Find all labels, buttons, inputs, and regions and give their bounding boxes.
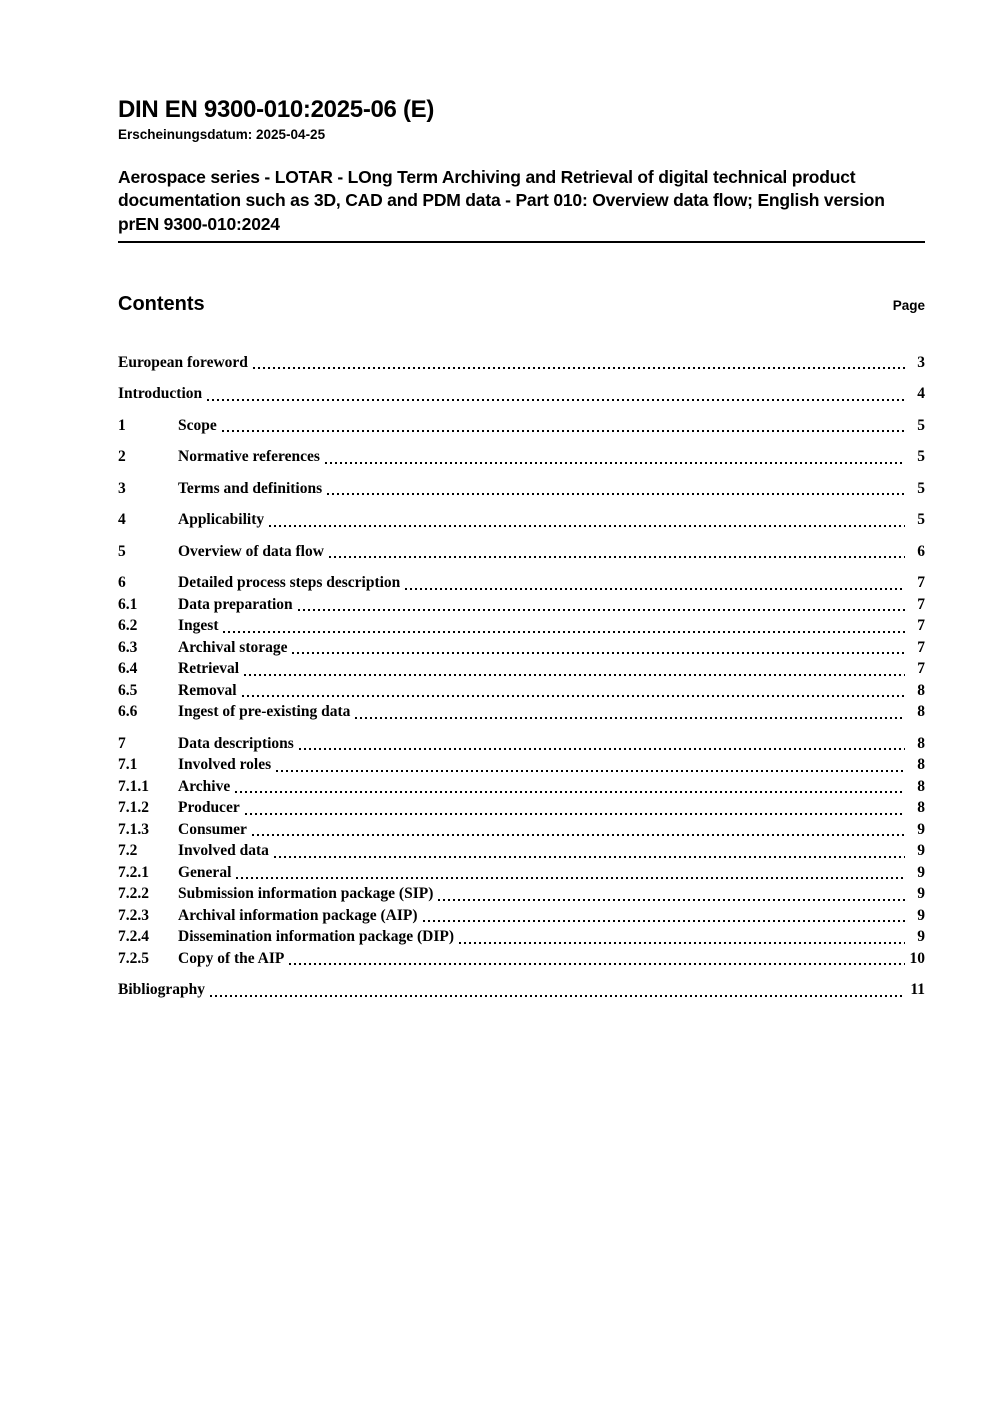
toc-entry-label: General (178, 863, 232, 881)
toc-entry-number: 6.2 (118, 617, 138, 635)
dot-leader (242, 695, 905, 697)
toc-entry-number: 7.1 (118, 756, 138, 774)
toc-entry-number: 6.3 (118, 638, 138, 656)
toc-entry (118, 615, 925, 637)
dot-leader (289, 963, 905, 965)
toc-page-number: 5 (917, 511, 925, 529)
dot-leader (292, 652, 905, 654)
toc-entry-label: Consumer (178, 820, 247, 838)
toc-entry-number: 6.6 (118, 703, 138, 721)
toc-entry-number: 7.1.2 (118, 799, 149, 817)
toc-entry-label: Involved roles (178, 756, 272, 774)
toc-entry (118, 926, 925, 948)
toc-entry-number: 7.2.3 (118, 906, 149, 924)
dot-leader (222, 430, 905, 432)
toc-entry (118, 572, 925, 594)
dot-leader (325, 462, 905, 464)
toc-entry (118, 415, 925, 437)
toc-entry-number: 6.1 (118, 595, 138, 613)
toc-entry-number: 1 (118, 416, 126, 434)
toc-entry-number: 7.2 (118, 842, 138, 860)
toc-page-number: 9 (917, 863, 925, 881)
toc-entry-number: 6 (118, 574, 126, 592)
toc-entry (118, 541, 925, 563)
toc-entry (118, 509, 925, 531)
dot-leader (252, 834, 905, 836)
publication-date: Erscheinungsdatum: 2025-04-25 (118, 127, 326, 142)
toc-entry (118, 733, 925, 755)
toc-page-number: 9 (917, 906, 925, 924)
toc-entry-label: Normative references (178, 448, 320, 466)
contents-header (118, 292, 925, 316)
dot-leader (253, 367, 905, 369)
toc-entry-label: Ingest of pre-existing data (178, 703, 351, 721)
dot-leader (298, 609, 905, 611)
toc-page-number: 8 (917, 756, 925, 774)
toc-entry (118, 637, 925, 659)
dot-leader (235, 791, 905, 793)
toc-entry (118, 979, 925, 1001)
toc-entry-number: 5 (118, 542, 126, 560)
document-subtitle: Aerospace series - LOTAR - LOng Term Archiving and Retrieval of digital technical product documentation such as 3D, CAD and PDM data - Part 010: Overview data flow; English version prEN 9300-010:2024 (118, 166, 925, 243)
toc-entry-label: Archival storage (178, 638, 288, 656)
toc-entry (118, 797, 925, 819)
toc-entry (118, 948, 925, 970)
toc-page-number: 5 (917, 448, 925, 466)
toc-page-number: 7 (917, 660, 925, 678)
toc-entry-label: Bibliography (118, 981, 205, 999)
document-header (118, 97, 925, 243)
dot-leader (355, 717, 905, 719)
toc-page-number: 8 (917, 734, 925, 752)
toc-page-number: 6 (917, 542, 925, 560)
dot-leader (405, 588, 905, 590)
toc-entry-label: European foreword (118, 353, 248, 371)
contents-heading: Contents (118, 292, 205, 315)
toc-entry-label: Producer (178, 799, 240, 817)
page-column-label: Page (892, 297, 925, 313)
toc-entry (118, 352, 925, 374)
dot-leader (423, 920, 905, 922)
dot-leader (438, 899, 905, 901)
toc-entry-label: Applicability (178, 511, 265, 529)
toc-page-number: 7 (917, 595, 925, 613)
toc-page-number: 9 (917, 842, 925, 860)
toc-page-number: 9 (917, 928, 925, 946)
toc-entry (118, 594, 925, 616)
toc-entry-label: Retrieval (178, 660, 240, 678)
toc-page-number: 4 (917, 385, 925, 403)
toc-entry-number: 7.1.3 (118, 820, 149, 838)
toc-page-number: 5 (917, 479, 925, 497)
toc-entry (118, 776, 925, 798)
dot-leader (269, 525, 905, 527)
toc-page-number: 7 (917, 574, 925, 592)
toc-entry-label: Terms and definitions (178, 479, 323, 497)
toc-page-number: 9 (917, 820, 925, 838)
toc-entry (118, 862, 925, 884)
toc-entry-number: 7.2.2 (118, 885, 149, 903)
toc-page-number: 9 (917, 885, 925, 903)
toc-entry-label: Removal (178, 681, 237, 699)
toc-page-number: 8 (917, 703, 925, 721)
toc-entry-number: 2 (118, 448, 126, 466)
toc-entry (118, 658, 925, 680)
dot-leader (210, 995, 905, 997)
toc-entry-label: Involved data (178, 842, 269, 860)
toc-page-number: 11 (910, 981, 925, 999)
toc-entry (118, 383, 925, 405)
toc-entry-label: Data preparation (178, 595, 293, 613)
dot-leader (223, 631, 905, 633)
toc-entry (118, 478, 925, 500)
toc-entry (118, 701, 925, 723)
toc-entry-number: 7 (118, 734, 126, 752)
toc-entry (118, 905, 925, 927)
toc-page-number: 7 (917, 638, 925, 656)
document-title: DIN EN 9300-010:2025-06 (E) (118, 96, 435, 123)
toc-entry-label: Copy of the AIP (178, 949, 285, 967)
table-of-contents (118, 352, 925, 1001)
toc-entry (118, 680, 925, 702)
toc-entry-number: 3 (118, 479, 126, 497)
toc-entry-label: Archival information package (AIP) (178, 906, 418, 924)
dot-leader (299, 748, 905, 750)
toc-page-number: 5 (917, 416, 925, 434)
toc-entry-number: 7.2.1 (118, 863, 149, 881)
toc-entry-number: 6.4 (118, 660, 138, 678)
dot-leader (244, 674, 905, 676)
toc-page-number: 8 (917, 777, 925, 795)
dot-leader (327, 493, 905, 495)
toc-page-number: 3 (917, 353, 925, 371)
toc-entry-label: Ingest (178, 617, 219, 635)
toc-page-number: 7 (917, 617, 925, 635)
dot-leader (207, 399, 905, 401)
toc-entry-label: Overview of data flow (178, 542, 324, 560)
toc-page-number: 8 (917, 799, 925, 817)
toc-entry-label: Scope (178, 416, 217, 434)
toc-entry (118, 819, 925, 841)
dot-leader (245, 813, 905, 815)
toc-entry-number: 6.5 (118, 681, 138, 699)
toc-entry-label: Dissemination information package (DIP) (178, 928, 454, 946)
toc-entry-number: 7.1.1 (118, 777, 149, 795)
toc-page-number: 10 (909, 949, 925, 967)
toc-entry-number: 7.2.5 (118, 949, 149, 967)
dot-leader (274, 856, 905, 858)
toc-entry (118, 754, 925, 776)
page-content (118, 97, 925, 1001)
toc-entry (118, 840, 925, 862)
toc-entry (118, 883, 925, 905)
dot-leader (329, 556, 905, 558)
toc-entry-label: Archive (178, 777, 231, 795)
toc-entry-number: 4 (118, 511, 126, 529)
toc-entry-number: 7.2.4 (118, 928, 149, 946)
dot-leader (459, 942, 905, 944)
toc-entry-label: Data descriptions (178, 734, 294, 752)
toc-entry (118, 446, 925, 468)
toc-entry-label: Submission information package (SIP) (178, 885, 434, 903)
toc-page-number: 8 (917, 681, 925, 699)
dot-leader (276, 770, 905, 772)
toc-entry-label: Introduction (118, 385, 203, 403)
dot-leader (236, 877, 905, 879)
toc-entry-label: Detailed process steps description (178, 574, 401, 592)
